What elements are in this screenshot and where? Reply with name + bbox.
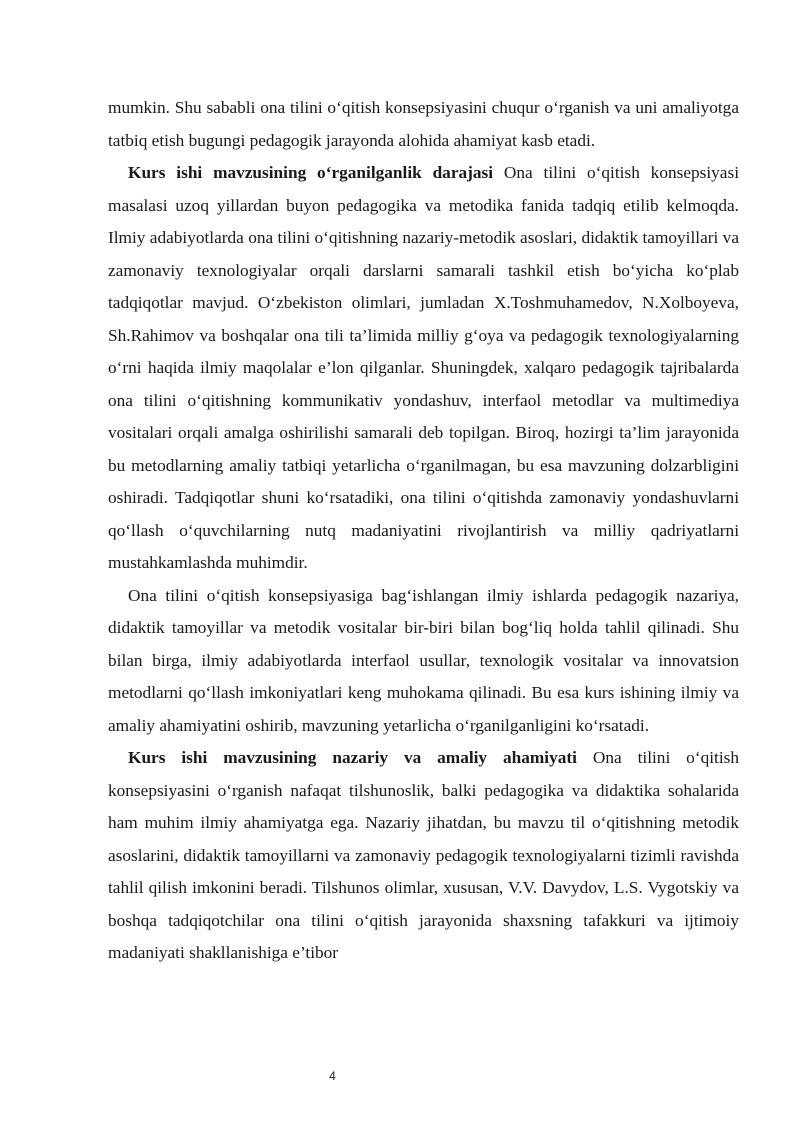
paragraph-text: Ona tilini o‘qitish konsepsiyasi masalasi uzoq yillardan buyon pedagogika va metodika fanida tadqiq etilib kelmoqda. Ilmiy adabiyotlarda ona tilini o‘qitishning nazariy-metodik asoslari, didaktik tamoyillari va zamonaviy texnologiyalar orqali darslarni samarali tashkil etish bo‘yicha ko‘plab tadqiqotlar mavjud. O‘zbekiston olimlari, jumladan X.Toshmuhamedov, N.Xolboyeva, Sh.Rahimov va boshqalar ona tili ta’limida milliy g‘oya va pedagogik texnologiyalarning o‘rni haqida ilmiy maqolalar e’lon qilganlar. Shuningdek, xalqaro pedagogik tajribalarda ona tilini o‘qitishning kommunikativ yondashuv, interfaol metodlar va multimediya vositalari orqali amalga oshirilishi samarali deb topilgan. Biroq, hozirgi ta’lim jarayonida bu metodlarning amaliy tatbiqi yetarlicha o‘rganilmagan, bu esa mavzuning dolzarbligini oshiradi. Tadqiqotlar shuni ko‘rsatadiki, ona tilini o‘qitishda zamonaviy yondashuvlarni qo‘llash o‘quvchilarning nutq madaniyatini rivojlantirish va milliy qadriyatlarni mustahkamlashda muhimdir. bbox=[108, 163, 739, 572]
page-number: 4 bbox=[329, 1069, 336, 1083]
document-page bbox=[108, 92, 739, 970]
paragraph-study-level bbox=[108, 157, 739, 580]
section-heading-study-level: Kurs ishi mavzusining o‘rganilganlik darajasi bbox=[128, 163, 494, 182]
paragraph-text: Ona tilini o‘qitish konsepsiyasini o‘rganish nafaqat tilshunoslik, balki pedagogika va didaktika sohalarida ham muhim ilmiy ahamiyatga ega. Nazariy jihatdan, bu mavzu til o‘qitishning metodik asoslarini, didaktik tamoyillarni va zamonaviy pedagogik texnologiyalarni tizimli ravishda tahlil qilish imkonini beradi. Tilshunos olimlar, xususan, V.V. Davydov, L.S. Vygotskiy va boshqa tadqiqotchilar ona tilini o‘qitish jarayonida shaxsning tafakkuri va ijtimoiy madaniyati shakllanishiga e’tibor bbox=[108, 748, 739, 962]
paragraph-scientific-works bbox=[108, 580, 739, 743]
paragraph-intro-continuation bbox=[108, 92, 739, 157]
section-heading-significance: Kurs ishi mavzusining nazariy va amaliy ahamiyati bbox=[128, 748, 577, 767]
paragraph-text: mumkin. Shu sababli ona tilini o‘qitish konsepsiyasini chuqur o‘rganish va uni amaliyotga tatbiq etish bugungi pedagogik jarayonda alohida ahamiyat kasb etadi. bbox=[108, 98, 739, 150]
paragraph-significance bbox=[108, 742, 739, 970]
paragraph-text: Ona tilini o‘qitish konsepsiyasiga bag‘ishlangan ilmiy ishlarda pedagogik nazariya, didaktik tamoyillar va metodik vositalar bir-biri bilan bog‘liq holda tahlil qilinadi. Shu bilan birga, ilmiy adabiyotlarda interfaol usullar, texnologik vositalar va innovatsion metodlarni qo‘llash imkoniyatlari keng muhokama qilinadi. Bu esa kurs ishining ilmiy va amaliy ahamiyatini oshirib, mavzuning yetarlicha o‘rganilganligini ko‘rsatadi. bbox=[108, 585, 739, 735]
